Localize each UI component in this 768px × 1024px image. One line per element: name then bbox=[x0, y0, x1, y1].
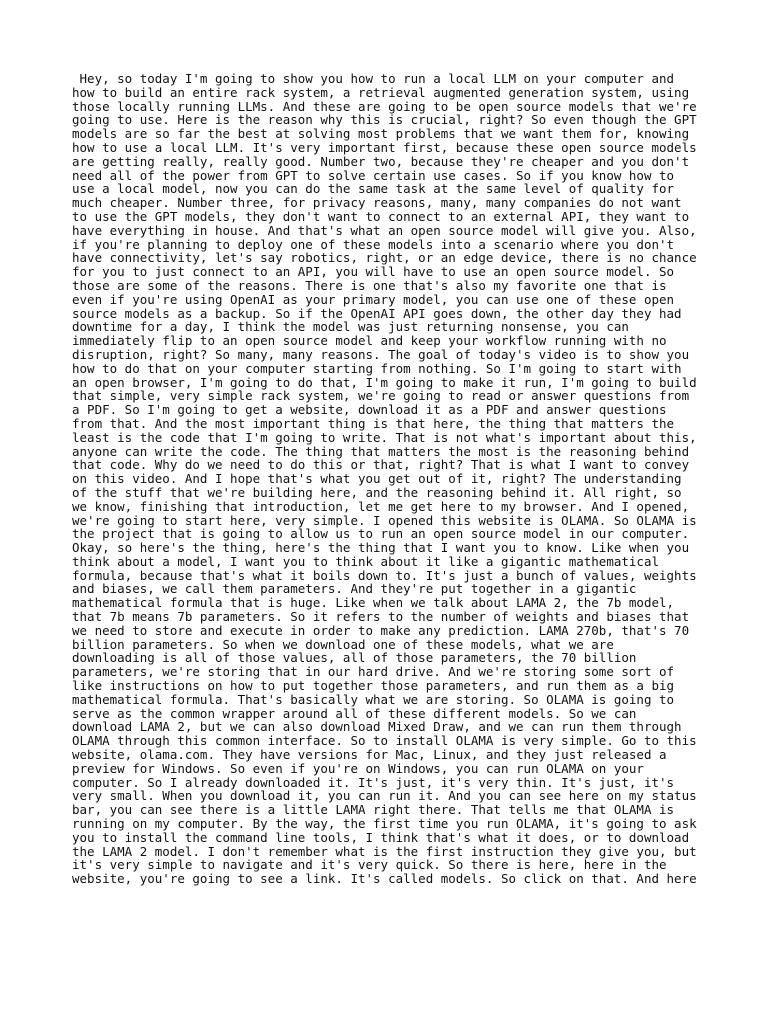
transcript-line: the LAMA 2 model. I don't remember what is the first instruction they give you, but bbox=[72, 843, 697, 859]
transcript-line: parameters, we're storing that in our hard drive. And we're storing some sort of bbox=[72, 664, 675, 680]
transcript-line: from that. And the most important thing is that here, the thing that matters the bbox=[72, 415, 675, 431]
transcript-line: have everything in house. And that's what an open source model will give you. Also, bbox=[72, 222, 697, 238]
transcript-line: a PDF. So I'm going to get a website, download it as a PDF and answer questions bbox=[72, 402, 667, 418]
transcript-line: going to use. Here is the reason why this is crucial, right? So even though the GPT bbox=[72, 112, 697, 128]
transcript-line: models are so far the best at solving most problems that we want them for, knowing bbox=[72, 126, 690, 142]
transcript-line: even if you're using OpenAI as your primary model, you can use one of these open bbox=[72, 291, 675, 307]
transcript-line: downtime for a day, I think the model was just returning nonsense, you can bbox=[72, 319, 629, 335]
transcript-line: computer. So I already downloaded it. It's just, it's very thin. It's just, it's bbox=[72, 774, 675, 790]
transcript-line: preview for Windows. So even if you're on Windows, you can run OLAMA on your bbox=[72, 760, 644, 776]
transcript-line: billion parameters. So when we download one of these models, what we are bbox=[72, 636, 614, 652]
transcript-line: we need to store and execute in order to make any prediction. LAMA 270b, that's 70 bbox=[72, 622, 690, 638]
transcript-line: need all of the power from GPT to solve certain use cases. So if you know how to bbox=[72, 167, 675, 183]
transcript-line: of the stuff that we're building here, and the reasoning behind it. All right, so bbox=[72, 484, 682, 500]
transcript-line: those locally running LLMs. And these are going to be open source models that we're bbox=[72, 98, 697, 114]
transcript-line: least is the code that I'm going to write. That is not what's important about this, bbox=[72, 429, 697, 445]
transcript-line: downloading is all of those values, all of those parameters, the 70 billion bbox=[72, 650, 637, 666]
transcript-line: are getting really, really good. Number two, because they're cheaper and you don't bbox=[72, 153, 690, 169]
transcript-line: mathematical formula. That's basically what we are storing. So OLAMA is going to bbox=[72, 691, 675, 707]
transcript-line: on this video. And I hope that's what you get out of it, right? The understanding bbox=[72, 471, 682, 487]
transcript-line: immediately flip to an open source model and keep your workflow running with no bbox=[72, 333, 667, 349]
transcript-line: we know, finishing that introduction, let me get here to my browser. And I opened, bbox=[72, 498, 690, 514]
transcript-line: serve as the common wrapper around all of these different models. So we can bbox=[72, 705, 637, 721]
transcript-line: it's very simple to navigate and it's very quick. So there is here, here in the bbox=[72, 857, 667, 873]
transcript-line: that code. Why do we need to do this or that, right? That is what I want to convey bbox=[72, 457, 690, 473]
transcript-line: those are some of the reasons. There is one that's also my favorite one that is bbox=[72, 277, 667, 293]
transcript-line: that 7b means 7b parameters. So it refers to the number of weights and biases that bbox=[72, 609, 690, 625]
transcript-line: and biases, we call them parameters. And they're put together in a gigantic bbox=[72, 581, 637, 597]
transcript-line: for you to just connect to an API, you will have to use an open source model. So bbox=[72, 264, 675, 280]
transcript-line: how to build an entire rack system, a retrieval augmented generation system, using bbox=[72, 84, 690, 100]
transcript-line: website, olama.com. They have versions for Mac, Linux, and they just released a bbox=[72, 747, 667, 763]
transcript-line: to use the GPT models, they don't want to connect to an external API, they want to bbox=[72, 208, 690, 224]
transcript-line: like instructions on how to put together those parameters, and run them as a big bbox=[72, 678, 675, 694]
transcript-line: much cheaper. Number three, for privacy reasons, many, many companies do not want bbox=[72, 195, 682, 211]
transcript-line: use a local model, now you can do the same task at the same level of quality for bbox=[72, 181, 675, 197]
transcript-line: we're going to start here, very simple. I opened this website is OLAMA. So OLAMA is bbox=[72, 512, 697, 528]
transcript-text bbox=[72, 72, 712, 886]
transcript-line: if you're planning to deploy one of these models into a scenario where you don't bbox=[72, 236, 675, 252]
transcript-line: an open browser, I'm going to do that, I'm going to make it run, I'm going to build bbox=[72, 374, 697, 390]
transcript-line: running on my computer. By the way, the first time you run OLAMA, it's going to ask bbox=[72, 816, 697, 832]
transcript-line: OLAMA through this common interface. So to install OLAMA is very simple. Go to this bbox=[72, 733, 697, 749]
transcript-line: disruption, right? So many, many reasons. The goal of today's video is to show you bbox=[72, 346, 690, 362]
transcript-line: how to do that on your computer starting from nothing. So I'm going to start with bbox=[72, 360, 682, 376]
transcript-line: website, you're going to see a link. It's called models. So click on that. And here bbox=[72, 871, 697, 887]
transcript-line: how to use a local LLM. It's very important first, because these open source models bbox=[72, 139, 697, 155]
transcript-line: very small. When you download it, you can run it. And you can see here on my status bbox=[72, 788, 697, 804]
transcript-line: you to install the command line tools, I think that's what it does, or to download bbox=[72, 829, 690, 845]
transcript-line: bar, you can see there is a little LAMA right there. That tells me that OLAMA is bbox=[72, 802, 675, 818]
transcript-line: download LAMA 2, but we can also download Mixed Draw, and we can run them through bbox=[72, 719, 682, 735]
transcript-line: think about a model, I want you to think about it like a gigantic mathematical bbox=[72, 553, 659, 569]
transcript-line: have connectivity, let's say robotics, right, or an edge device, there is no chance bbox=[72, 250, 697, 266]
transcript-line: that simple, very simple rack system, we're going to read or answer questions from bbox=[72, 388, 690, 404]
transcript-line: formula, because that's what it boils down to. It's just a bunch of values, weights bbox=[72, 567, 697, 583]
transcript-line: the project that is going to allow us to run an open source model in our computer. bbox=[72, 526, 690, 542]
transcript-line: source models as a backup. So if the OpenAI API goes down, the other day they had bbox=[72, 305, 682, 321]
transcript-line: mathematical formula that is huge. Like when we talk about LAMA 2, the 7b model, bbox=[72, 595, 675, 611]
transcript-line: anyone can write the code. The thing that matters the most is the reasoning behind bbox=[72, 443, 690, 459]
transcript-line: Okay, so here's the thing, here's the thing that I want you to know. Like when you bbox=[72, 540, 690, 556]
transcript-line: Hey, so today I'm going to show you how to run a local LLM on your computer and bbox=[72, 71, 675, 86]
